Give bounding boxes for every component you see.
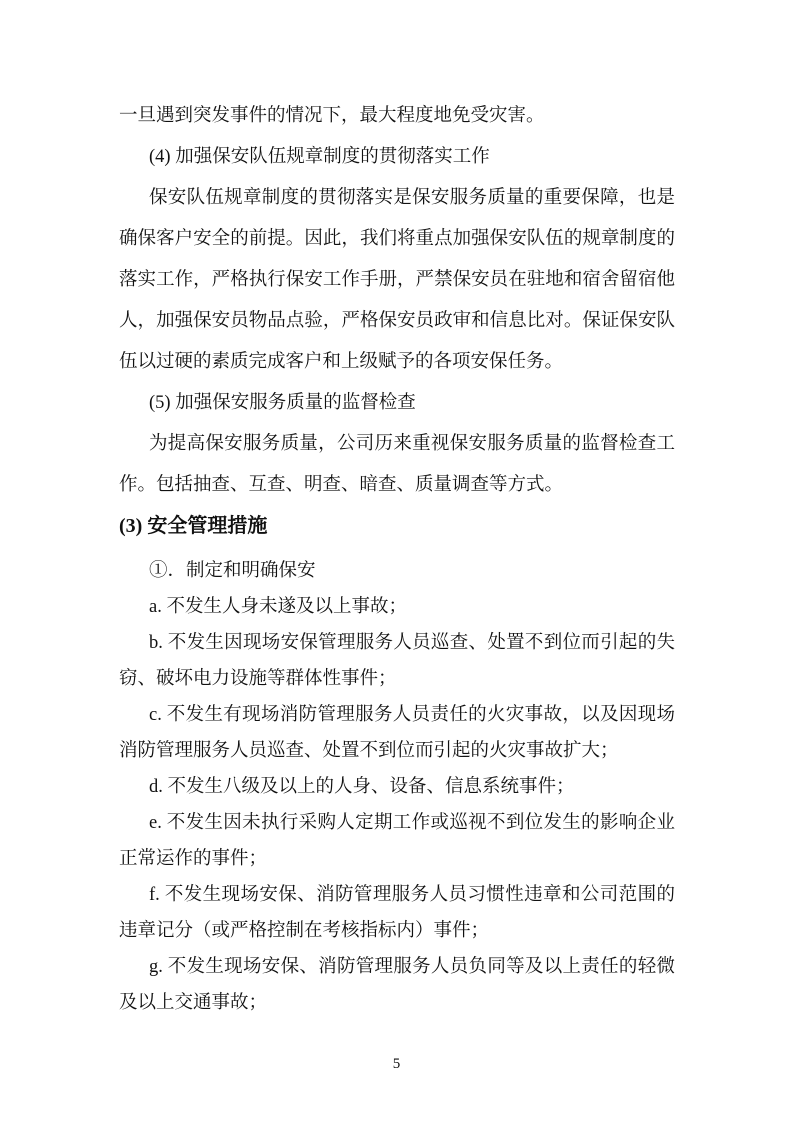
heading-safety-management: (3) 安全管理措施 [119, 515, 268, 537]
list-item-d: d. 不发生八级及以上的人身、设备、信息系统事件； [149, 777, 575, 797]
paragraph-supervision: 为提高保安服务质量，公司历来重视保安服务质量的监督检查工作。包括抽查、互查、明查、暗查、质量调查等方式。 [119, 434, 675, 495]
list-item-a: a. 不发生人身未遂及以上事故； [149, 597, 407, 617]
paragraph-continuation: 一旦遇到突发事件的情况下，最大程度地免受灾害。 [119, 106, 545, 126]
list-item-c: c. 不发生有现场消防管理服务人员责任的火灾事故，以及因现场消防管理服务人员巡查、处置不到位而引起的火灾事故扩大； [119, 705, 675, 761]
document-body [119, 96, 675, 1021]
paragraph-regulations: 保安队伍规章制度的贯彻落实是保安服务质量的重要保障，也是确保客户安全的前提。因此，我们将重点加强保安队伍的规章制度的落实工作，严格执行保安工作手册，严禁保安员在驻地和宿舍留宿他人，加强保安员物品点验，严格保安员政审和信息比对。保证保安队伍以过硬的素质完成客户和上级赋予的各项安保任务。 [119, 188, 675, 372]
list-item-circle-1: ①．制定和明确保安 [149, 561, 316, 581]
subheading-item-4: (4) 加强保安队伍规章制度的贯彻落实工作 [149, 147, 490, 167]
list-item-e: e. 不发生因未执行采购人定期工作或巡视不到位发生的影响企业正常运作的事件； [119, 813, 675, 869]
page-number: 5 [392, 1056, 401, 1072]
subheading-item-5: (5) 加强保安服务质量的监督检查 [149, 393, 416, 413]
list-item-f: f. 不发生现场安保、消防管理服务人员习惯性违章和公司范围的违章记分（或严格控制在考核指标内）事件； [119, 885, 675, 941]
list-item-b: b. 不发生因现场安保管理服务人员巡查、处置不到位而引起的失窃、破坏电力设施等群体性事件； [119, 633, 675, 689]
list-item-g: g. 不发生现场安保、消防管理服务人员负同等及以上责任的轻微及以上交通事故； [119, 957, 675, 1013]
